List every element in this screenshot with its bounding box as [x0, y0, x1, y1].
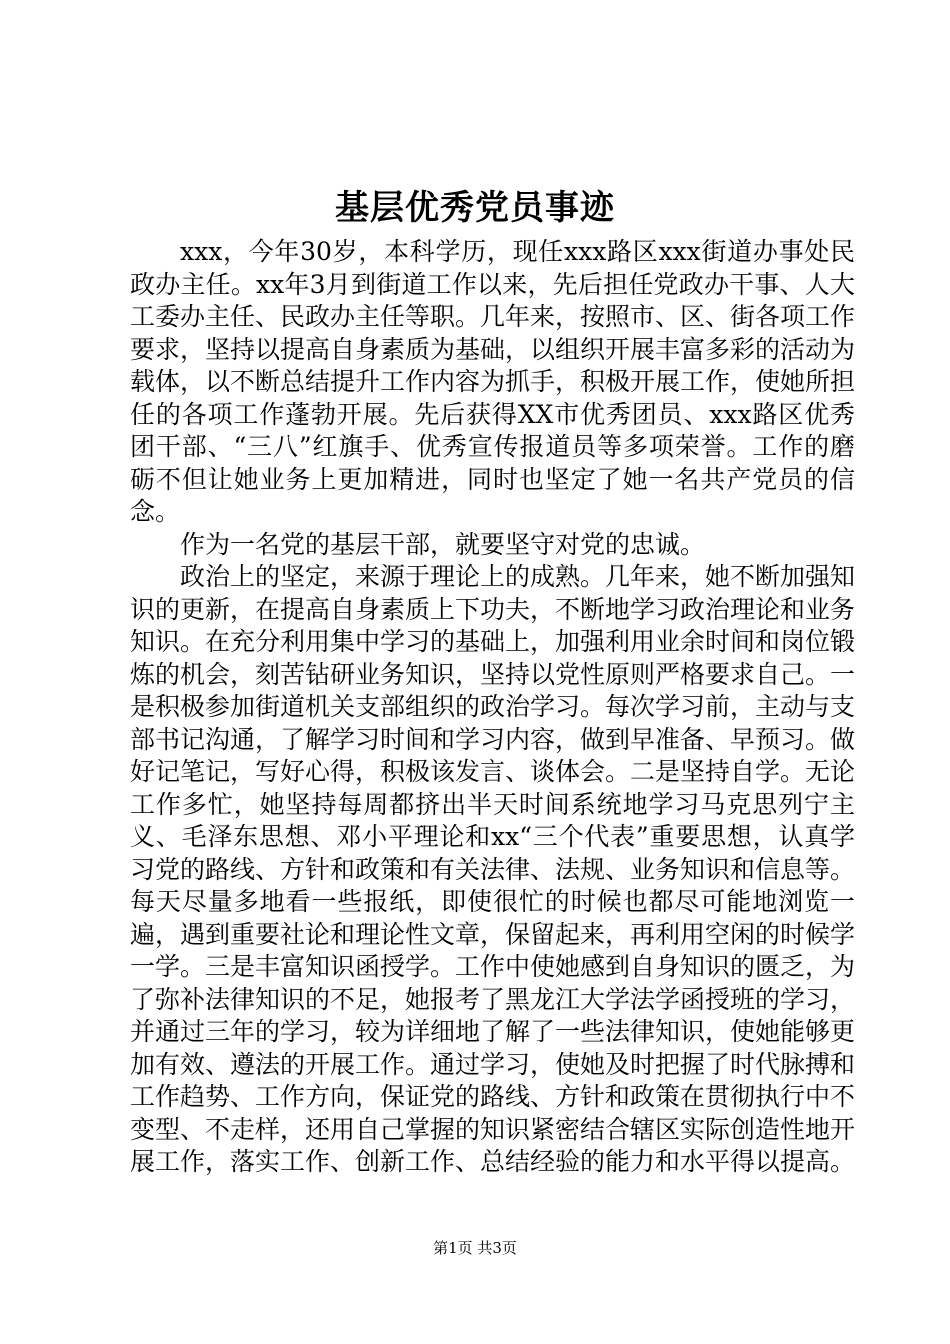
paragraph-study: 政治上的坚定，来源于理论上的成熟。几年来，她不断加强知识的更新，在提高自身素质上下功夫，不断地学习政治理论和业务知识。在充分利用集中学习的基础上，加强利用业余时间和岗位锻炼的机会，刻苦钻研业务知识，坚持以党性原则严格要求自己。一是积极参加街道机关支部组织的政治学习。每次学习前，主动与支部书记沟通，了解学习时间和学习内容，做到早准备、早预习。做好记笔记，写好心得，积极该发言、谈体会。二是坚持自学。无论工作多忙，她坚持每周都挤出半天时间系统地学习马克思列宁主义、毛泽东思想、邓小平理论和xx“三个代表”重要思想，认真学习党的路线、方针和政策和有关法律、法规、业务知识和信息等。每天尽量多地看一些报纸，即使很忙的时候也都尽可能地浏览一遍，遇到重要社论和理论性文章，保留起来，再利用空闲的时候学一学。三是丰富知识函授学。工作中使她感到自身知识的匮乏，为了弥补法律知识的不足，她报考了黑龙江大学法学函授班的学习，并通过三年的学习，较为详细地了解了一些法律知识，使她能够更加有效、遵法的开展工作。通过学习，使她及时把握了时代脉搏和工作趋势、工作方向，保证党的路线、方针和政策在贯彻执行中不变型、不走样，还用自己掌握的知识紧密结合辖区实际创造性地开展工作，落实工作、创新工作、总结经验的能力和水平得以提高。: [130, 562, 856, 1176]
paragraph-intro: xxx，今年30岁，本科学历，现任xxx路区xxx街道办事处民政办主任。xx年3月到街道工作以来，先后担任党政办干事、人大工委办主任、民政办主任等职。几年来，按照市、区、街各项工作要求，坚持以提高自身素质为基础，以组织开展丰富多彩的活动为载体，以不断总结提升工作内容为抓手，积极开展工作，使她所担任的各项工作蓬勃开展。先后获得XX市优秀团员、xxx路区优秀团干部、“三八”红旗手、优秀宣传报道员等多项荣誉。工作的磨砺不但让她业务上更加精进，同时也坚定了她一名共产党员的信念。: [130, 237, 856, 526]
page-number-footer: 第1页 共3页: [433, 1239, 517, 1257]
paragraph-loyalty: 作为一名党的基层干部，就要坚守对党的忠诚。: [180, 529, 706, 559]
document-body: [130, 236, 855, 1179]
document-title: 基层优秀党员事迹: [335, 188, 615, 228]
